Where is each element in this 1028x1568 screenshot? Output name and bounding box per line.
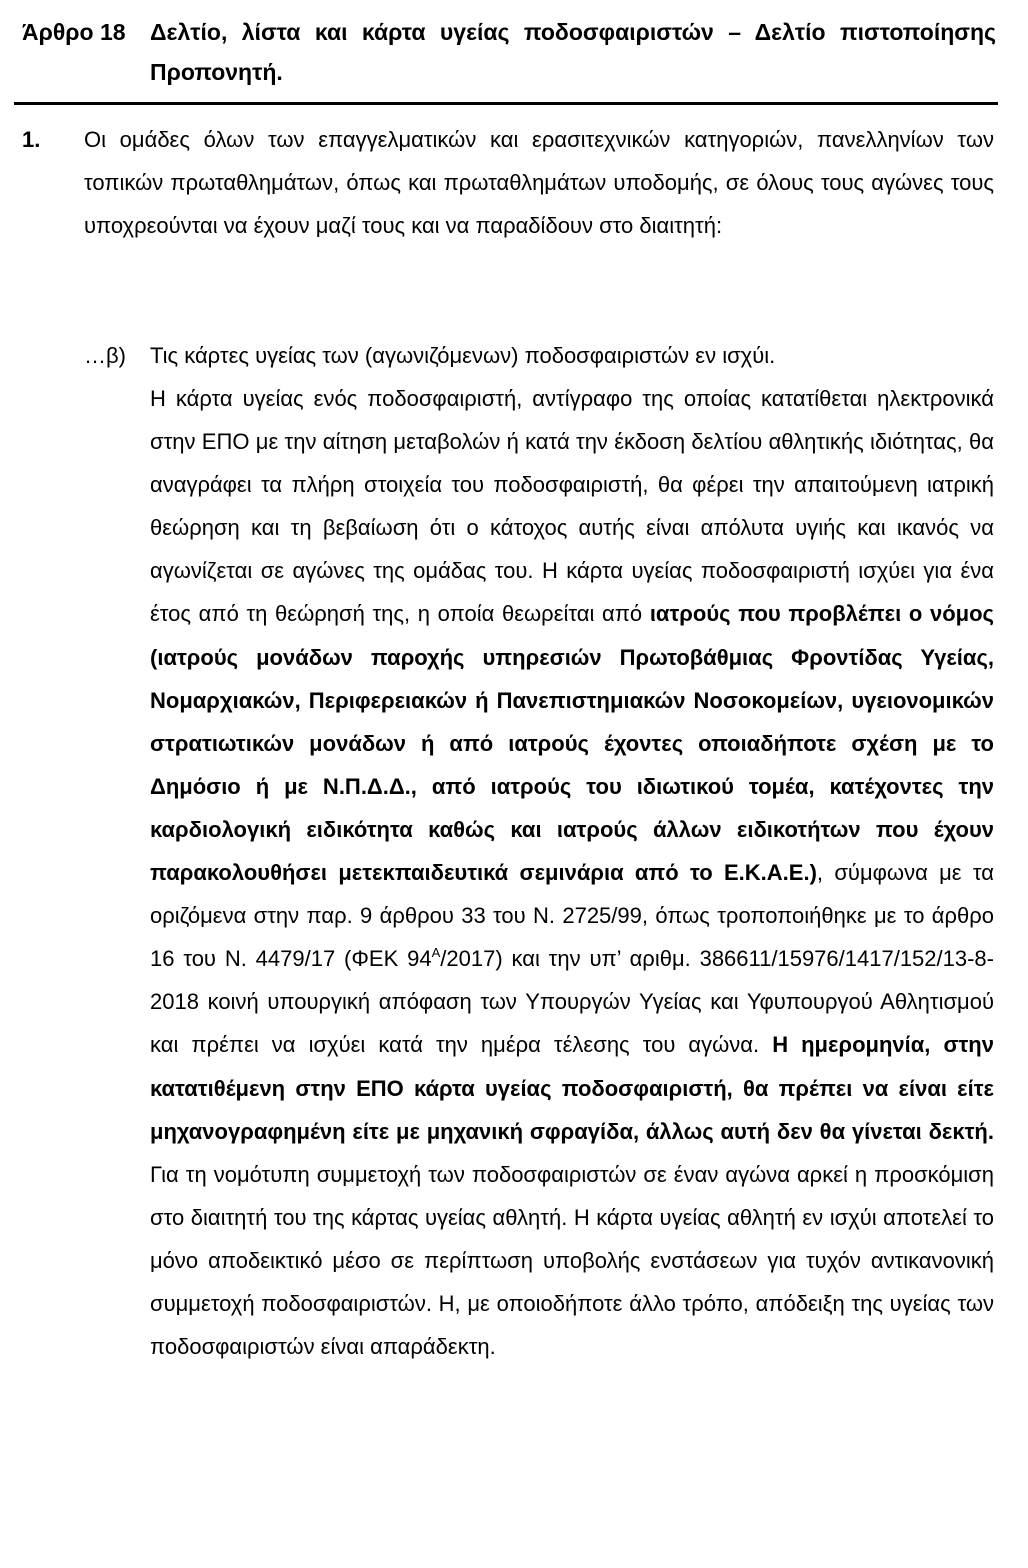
item-body-text: , σύμφωνα με τα οριζόμενα στην παρ. 9 άρθρου 33 του Ν. 2725/99, όπως τροποποιήθηκε με το άρθρο 16 του Ν. 4479/17 (ΦΕΚ 94	[150, 860, 994, 972]
item-body-text: Η κάρτα υγείας ενός ποδοσφαιριστή, αντίγραφο της οποίας κατατίθεται ηλεκτρονικά στην ΕΠΟ με την αίτηση μεταβολών ή κατά την έκδοση δελτίου αθλητικής ιδιότητας, θα αναγράφει τα πλήρη στοιχεία του ποδοσφαιριστή, θα φέρει την απαιτούμενη ιατρική θεώρηση και τη βεβαίωση ότι ο κάτοχος αυτής είναι απόλυτα υγιής και ικανός να αγωνίζεται σε αγώνες της ομάδας του. Η κάρτα υγείας ποδοσφαιριστή ισχύει για ένα έτος από τη θεώρησή της, η οποία θεωρείται από	[150, 386, 994, 627]
item-body-bold-date-rule: Η ημερομηνία, στην κατατιθέμενη στην ΕΠΟ κάρτα υγείας ποδοσφαιριστή, θα πρέπει να είναι είτε μηχανογραφημένη είτε με μηχανική σφραγίδα, άλλως αυτή δεν θα γίνεται δεκτή.	[150, 1032, 994, 1144]
paragraph-number: 1.	[22, 127, 41, 152]
article-title: Δελτίο, λίστα και κάρτα υγείας ποδοσφαιριστών – Δελτίο πιστοποίησης Προπονητή.	[150, 19, 996, 85]
item-body-text: Για τη νομότυπη συμμετοχή των ποδοσφαιριστών σε έναν αγώνα αρκεί η προσκόμιση στο διαιτητή του της κάρτας υγείας αθλητή. Η κάρτα υγείας αθλητή εν ισχύι αποτελεί το μόνο αποδεικτικό μέσο σε περίπτωση υποβολής ενστάσεων για τυχόν αντικανονική συμμετοχή ποδοσφαιριστών. Η, με οποιοδήποτε άλλο τρόπο, απόδειξη της υγείας των ποδοσφαιριστών είναι απαράδεκτη.	[150, 1161, 994, 1360]
paragraph-text: Οι ομάδες όλων των επαγγελματικών και ερασιτεχνικών κατηγοριών, πανελληνίων των τοπικών πρωταθλημάτων, όπως και πρωταθλημάτων υποδομής, σε όλους τους αγώνες τους υποχρεούνται να έχουν μαζί τους και να παραδίδουν στο διαιτητή:	[84, 127, 994, 238]
item-body-bold-doctors: ιατρούς που προβλέπει ο νόμος (ιατρούς μονάδων παροχής υπηρεσιών Πρωτοβάθμιας Φροντίδας Υγείας, Νομαρχιακών, Περιφερειακών ή Πανεπιστημιακών Νοσοκομείων, υγειονομικών στρατιωτικών μονάδων ή από ιατρούς έχοντες οποιαδήποτε σχέση με το Δημόσιο ή με Ν.Π.Δ.Δ., από ιατρούς του ιδιωτικού τομέα, κατέχοντες την καρδιολογική ειδικότητα καθώς και ιατρούς άλλων ειδικοτήτων που έχουν παρακολουθήσει μετεκπαιδευτικά σεμινάρια από το Ε.Κ.Α.Ε.)	[150, 601, 994, 886]
item-body	[150, 377, 994, 1368]
item-heading-line: Τις κάρτες υγείας των (αγωνιζόμενων) ποδοσφαιριστών εν ισχύι.	[150, 343, 776, 368]
item-marker: …β)	[84, 343, 126, 368]
heading-divider	[14, 102, 998, 105]
item-body-text: /2017) και την υπ’ αριθμ. 386611/15976/1417/152/13-8-2018 κοινή υπουργική απόφαση των Υπουργών Υγείας και Υφυπουργού Αθλητισμού και πρέπει να ισχύει κατά την ημέρα τέλεσης του αγώνα.	[150, 946, 994, 1058]
article-number: Άρθρο 18	[22, 19, 126, 45]
gazette-superscript: Α	[431, 945, 441, 961]
